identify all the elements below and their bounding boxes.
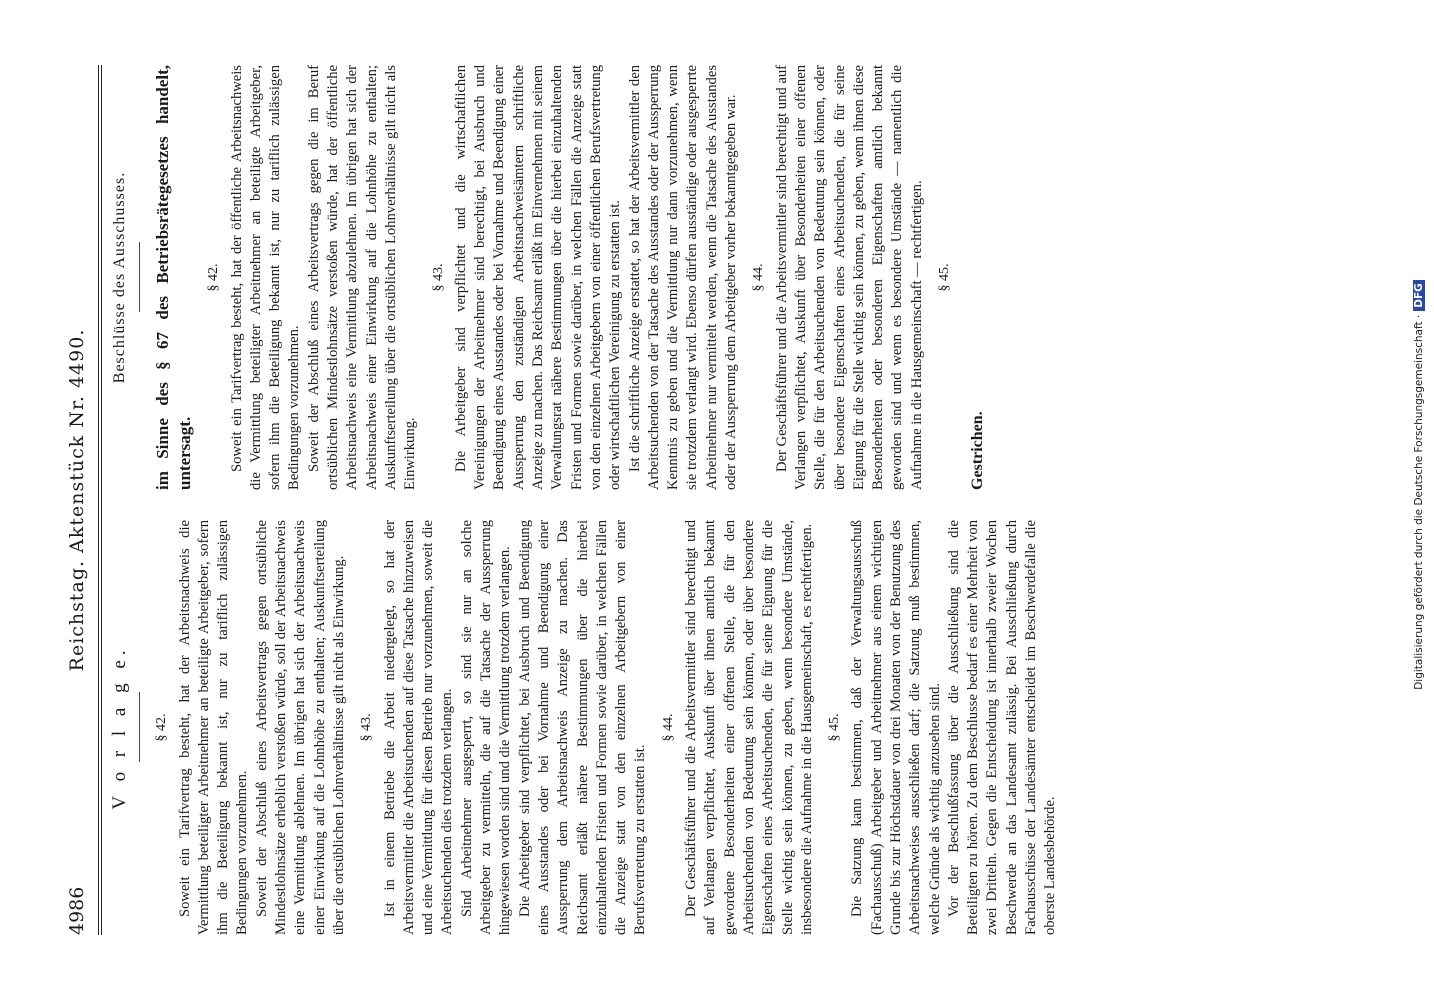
header-rule-2 bbox=[101, 65, 102, 935]
column-heading-beschluesse: Beschlüsse des Ausschusses. bbox=[111, 171, 128, 384]
section-number: § 43. bbox=[430, 263, 446, 292]
continuation-text: im Sinne des § 67 des Betriebsrätegesetzes handelt, untersagt. bbox=[153, 65, 195, 490]
section-number: § 45. bbox=[827, 713, 843, 742]
printed-page bbox=[60, 65, 1390, 935]
heading-rule bbox=[139, 243, 140, 313]
page-header bbox=[60, 65, 100, 935]
paragraph: Der Geschäftsführer und die Arbeitsvermittler sind berechtigt und auf Verlangen verpflichtet, Auskunft über Besonderheiten einer offenen Stelle, die für den Arbeitsuchenden von Bedeutung sein können, oder über besondere Eigenschaften eines Arbeitsuchenden, die für seine Eignung für die Stelle wichtig sein können, zu geben, wenn ihnen diese Besonderheiten oder besonderen Eigenschaften amtlich bekannt geworden sind und wenn es besondere Umstände — namentlich die Aufnahme in die Hausgemeinschaft — rechtfertigen. bbox=[773, 65, 925, 490]
section-number: § 42. bbox=[206, 263, 222, 292]
dfg-logo: DFG bbox=[1413, 280, 1425, 311]
paragraph: Sind Arbeitnehmer ausgesperrt, so sind sie nur an solche Arbeitgeber zu vermitteln, die auf die Tatsache der Aussperrung hingewiesen worden sind und die Vermittlung trotzdem verlangen. bbox=[458, 520, 514, 935]
page-number: 4986 bbox=[66, 886, 88, 935]
struck-note: Gestrichen. bbox=[969, 411, 987, 490]
paragraph: Vor der Beschlußfassung über die Ausschließung sind die Beteiligten zu hören. Zu dem Beschlusse bedarf es einer Mehrheit von zwei Dritteln. Gegen die Entscheidung ist innerhalb zweier Wochen Beschwerde an das Landesamt zulässig. Bei Ausschließung durch Fachausschüsse der Landesämter entscheidet im Beschwerdefalle die oberste Landesbehörde. bbox=[945, 520, 1059, 935]
column-heading-vorlage: V o r l a g e. bbox=[109, 645, 130, 810]
page-title: Reichstag. Aktenstück Nr. 4490. bbox=[66, 328, 88, 672]
section-number: § 44. bbox=[751, 263, 767, 292]
paragraph: Der Geschäftsführer und die Arbeitsvermittler sind berechtigt und auf Verlangen verpflichtet, Auskunft über ihnen amtlich bekannt gewordene Besonderheiten einer offenen Stelle, die für den Arbeitsuchenden von Bedeutung sein können, oder über besondere Eigenschaften eines Arbeitsuchenden, die für seine Eignung für die Stelle wichtig sein können, zu geben, wenn besondere Umstände, insbesondere die Aufnahme in die Hausgemeinschaft, es rechtfertigen. bbox=[683, 520, 815, 935]
section-number: § 45. bbox=[936, 263, 952, 292]
paragraph: Ist die schriftliche Anzeige erstattet, so hat der Arbeitsvermittler den Arbeitsuchenden von der Tatsache des Ausstandes oder der Aussperrung Kenntnis zu geben und die Vermittlung nur dann vorzunehmen, wenn sie trotzdem verlangt wird. Ebenso dürfen ausständige oder ausgesperrte Arbeitnehmer nur vermittelt werden, wenn die Tatsache des Ausstandes oder der Aussperrung dem Arbeitgeber vorher bekanntgegeben war. bbox=[626, 65, 740, 490]
header-rule bbox=[98, 65, 99, 935]
column-vorlage bbox=[110, 520, 1061, 935]
heading-rule bbox=[139, 693, 140, 763]
paragraph: Soweit ein Tarifvertrag besteht, hat der Arbeitsnachweis die Vermittlung beteiligter Arbeitnehmer an beteiligte Arbeitgeber, sofern ihm die Beteiligung bekannt ist, nur zu tariflich zulässigen Bedingungen vorzunehmen. bbox=[176, 520, 251, 935]
section-number: § 44. bbox=[660, 713, 676, 742]
column-beschluesse bbox=[110, 65, 988, 490]
section-number: § 43. bbox=[359, 713, 375, 742]
paragraph: Die Satzung kann bestimmen, daß der Verwaltungsausschuß (Fachausschuß) Arbeitgeber und Arbeitnehmer aus einem wichtigen Grunde bis zur Höchstdauer von drei Monaten von der Benutzung des Arbeitsnachweises ausschließen darf; die Satzung muß bestimmen, welche Gründe als wichtig anzusehen sind. bbox=[849, 520, 943, 935]
paragraph: Ist in einem Betriebe die Arbeit niedergelegt, so hat der Arbeitsvermittler die Arbeitsuchenden auf diese Tatsache hinzuweisen und eine Vermittlung für diesen Betrieb nur vorzunehmen, soweit die Arbeitsuchenden dies trotzdem verlangen. bbox=[381, 520, 456, 935]
paragraph: Soweit der Abschluß eines Arbeitsvertrags gegen ortsübliche Mindestlohnsätze erheblich verstoßen würde, soll der Arbeitsnachweis eine Vermittlung ablehnen. Im übrigen hat sich der Arbeitsnachweis einer Einwirkung auf die Lohnhöhe zu enthalten; Auskunftserteilung über die ortsüblichen Lohnverhältnisse gilt nicht als Einwirkung. bbox=[253, 520, 347, 935]
digitization-credit bbox=[1413, 283, 1432, 690]
paragraph: Die Arbeitgeber sind verpflichtet und die wirtschaftlichen Vereinigungen der Arbeitnehmer sind berechtigt, bei Ausbruch und Beendigung eines Ausstandes oder bei Vornahme und Beendigung einer Aussperrung den zuständigen Arbeitsnachweisämtern schriftliche Anzeige zu machen. Das Reichsamt erläßt im Einvernehmen mit seinem Verwaltungsrat nähere Bestimmungen über die hierbei einzuhaltenden Fristen und Formen sowie darüber, in welchen Fällen die Anzeige statt von den einzelnen Arbeitgebern von einer öffentlichen Berufsvertretung oder wirtschaftlichen Vereinigung zu erstatten ist. bbox=[452, 65, 624, 490]
paragraph: Soweit der Abschluß eines Arbeitsvertrags gegen die im Beruf ortsüblichen Mindestlohnsätze verstoßen würde, hat der öffentliche Arbeitsnachweis eine Vermittlung abzulehnen. Im übrigen hat sich der Arbeitsnachweis einer Einwirkung auf die Lohnhöhe zu enthalten; Auskunftserteilung über die ortsüblichen Lohnverhältnisse gilt nicht als Einwirkung. bbox=[305, 65, 419, 490]
paragraph: Die Arbeitgeber sind verpflichtet, bei Ausbruch und Beendigung eines Ausstandes oder bei Vornahme und Beendigung einer Aussperrung dem Arbeitsnachweis Anzeige zu machen. Das Reichsamt erläßt nähere Bestimmungen über die hierbei einzuhaltenden Fristen und Formen sowie darüber, in welchen Fällen die Anzeige statt von den einzelnen Arbeitgebern von einer Berufsvertretung zu erstatten ist. bbox=[516, 520, 649, 935]
section-number: § 42. bbox=[154, 713, 170, 742]
credit-text: Digitalisierung gefördert durch die Deutsche Forschungsgemeinschaft · bbox=[1413, 314, 1425, 690]
paragraph: Soweit ein Tarifvertrag besteht, hat der öffentliche Arbeitsnachweis die Vermittlung beteiligter Arbeitnehmer an beteiligte Arbeitgeber, sofern ihm die Beteiligung bekannt ist, nur zu tariflich zulässigen Bedingungen vorzunehmen. bbox=[228, 65, 303, 490]
